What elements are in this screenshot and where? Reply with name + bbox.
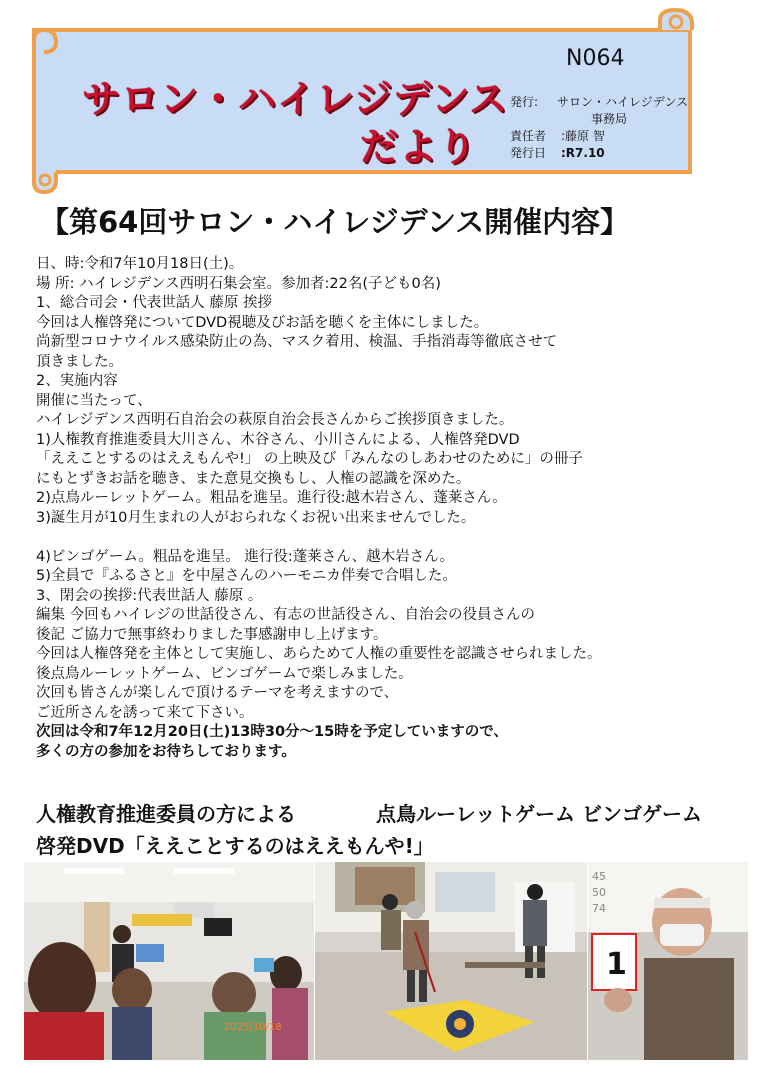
report-body (36, 255, 746, 762)
caption-games: 点鳥ルーレットゲーム ビンゴゲーム (376, 802, 702, 826)
newsletter-title-line2: だより (360, 125, 478, 169)
caption-dvd-line2: 啓発DVD「ええことするのはええもんや!」 (36, 834, 434, 858)
body-line: ハイレジデンス西明石自治会の萩原自治会長さんからご挨拶頂きました。 (36, 412, 514, 428)
body-line: 1、総合司会・代表世話人 藤原 挨拶 (36, 295, 272, 311)
date-label: 発行日 (510, 146, 547, 160)
body-line: 今回は人権啓発を主体として実施し、あらためて人権の重要性を認識させられました。 (36, 646, 602, 662)
newsletter-title-line1: サロン・ハイレジデンス (82, 77, 509, 121)
whiteboard-number: 74 (592, 902, 606, 915)
caption-dvd-line1: 人権教育推進委員の方による (36, 802, 296, 826)
publisher-name: サロン・ハイレジデンス (557, 95, 689, 109)
whiteboard-number: 50 (592, 886, 606, 899)
body-line: 次回も皆さんが楽しんで頂けるテーマを考えますので、 (36, 685, 399, 701)
body-line: 今回は人権啓発についてDVD視聴及びお話を聴くを主体にしました。 (36, 314, 489, 331)
publisher-label: 発行: (510, 95, 539, 109)
body-line (36, 528, 746, 548)
issue-number: N064 (566, 46, 625, 71)
body-line: にもとずきお話を聴き、また意見交換もし、人権の認識を深めた。 (36, 470, 471, 487)
body-line: 2、実施内容 (36, 373, 118, 389)
responsible-name: :藤原 智 (561, 129, 605, 143)
photo-dvd-session (24, 862, 314, 1060)
responsible-label: 責任者 (510, 129, 547, 143)
photo-bingo-game (588, 862, 748, 1060)
body-line: 3、閉会の挨拶:代表世話人 藤原 。 (36, 587, 263, 604)
body-line: 日、時:令和7年10月18日(土)。 (36, 256, 244, 272)
body-line: 開催に当たって、 (36, 392, 152, 409)
next-event-line: 多くの方の参加をお待ちしております。 (36, 743, 296, 760)
body-line: 1)人権教育推進委員大川さん、木谷さん、小川さんによる、人権啓発DVD (36, 431, 520, 448)
page-heading: 【第64回サロン・ハイレジデンス開催内容】 (40, 205, 630, 239)
next-event-line: 次回は令和7年12月20日(土)13時30分～15時を予定していますので、 (36, 724, 508, 740)
body-line: 「ええことするのはええもんや!」 の上映及び「みんなのしあわせのために」の冊子 (36, 451, 583, 467)
body-line: ご近所さんを誘って来て下さい。 (36, 704, 254, 721)
date-value: :R7.10 (561, 146, 605, 160)
body-line: 4)ビンゴゲーム。粗品を進呈。 進行役:蓬莱さん、越木岩さん。 (36, 548, 455, 565)
body-line: 2)点鳥ルーレットゲーム。粗品を進呈。進行役:越木岩さん、蓬莱さん。 (36, 490, 507, 506)
publisher-office: 事務局 (591, 112, 628, 126)
body-line: 編集 今回もハイレジの世話役さん、有志の世話役さん、自治会の役員さんの (36, 607, 535, 623)
body-line: 後点鳥ルーレットゲーム、ビンゴゲームで楽しみました。 (36, 665, 413, 682)
body-line: 場 所: ハイレジデンス西明石集会室。参加者:22名(子ども0名) (36, 275, 441, 292)
bingo-card-number: 1 (606, 947, 627, 982)
body-line: 尚新型コロナウイルス感染防止の為、マスク着用、検温、手指消毒等徹底させて (36, 334, 558, 350)
body-line: 後記 ご協力で無事終わりました事感謝申し上げます。 (36, 626, 388, 643)
whiteboard-number: 45 (592, 870, 606, 883)
body-line: 5)全員で『ふるさと』を中屋さんのハーモニカ伴奏で合唱した。 (36, 568, 457, 584)
photo-date-stamp: 2025/10/18 (224, 1022, 282, 1033)
photo-roulette-game (315, 862, 587, 1060)
body-line: 3)誕生月が10月生まれの人がおられなくお祝い出来ませんでした。 (36, 509, 476, 526)
body-line: 頂きました。 (36, 353, 123, 370)
